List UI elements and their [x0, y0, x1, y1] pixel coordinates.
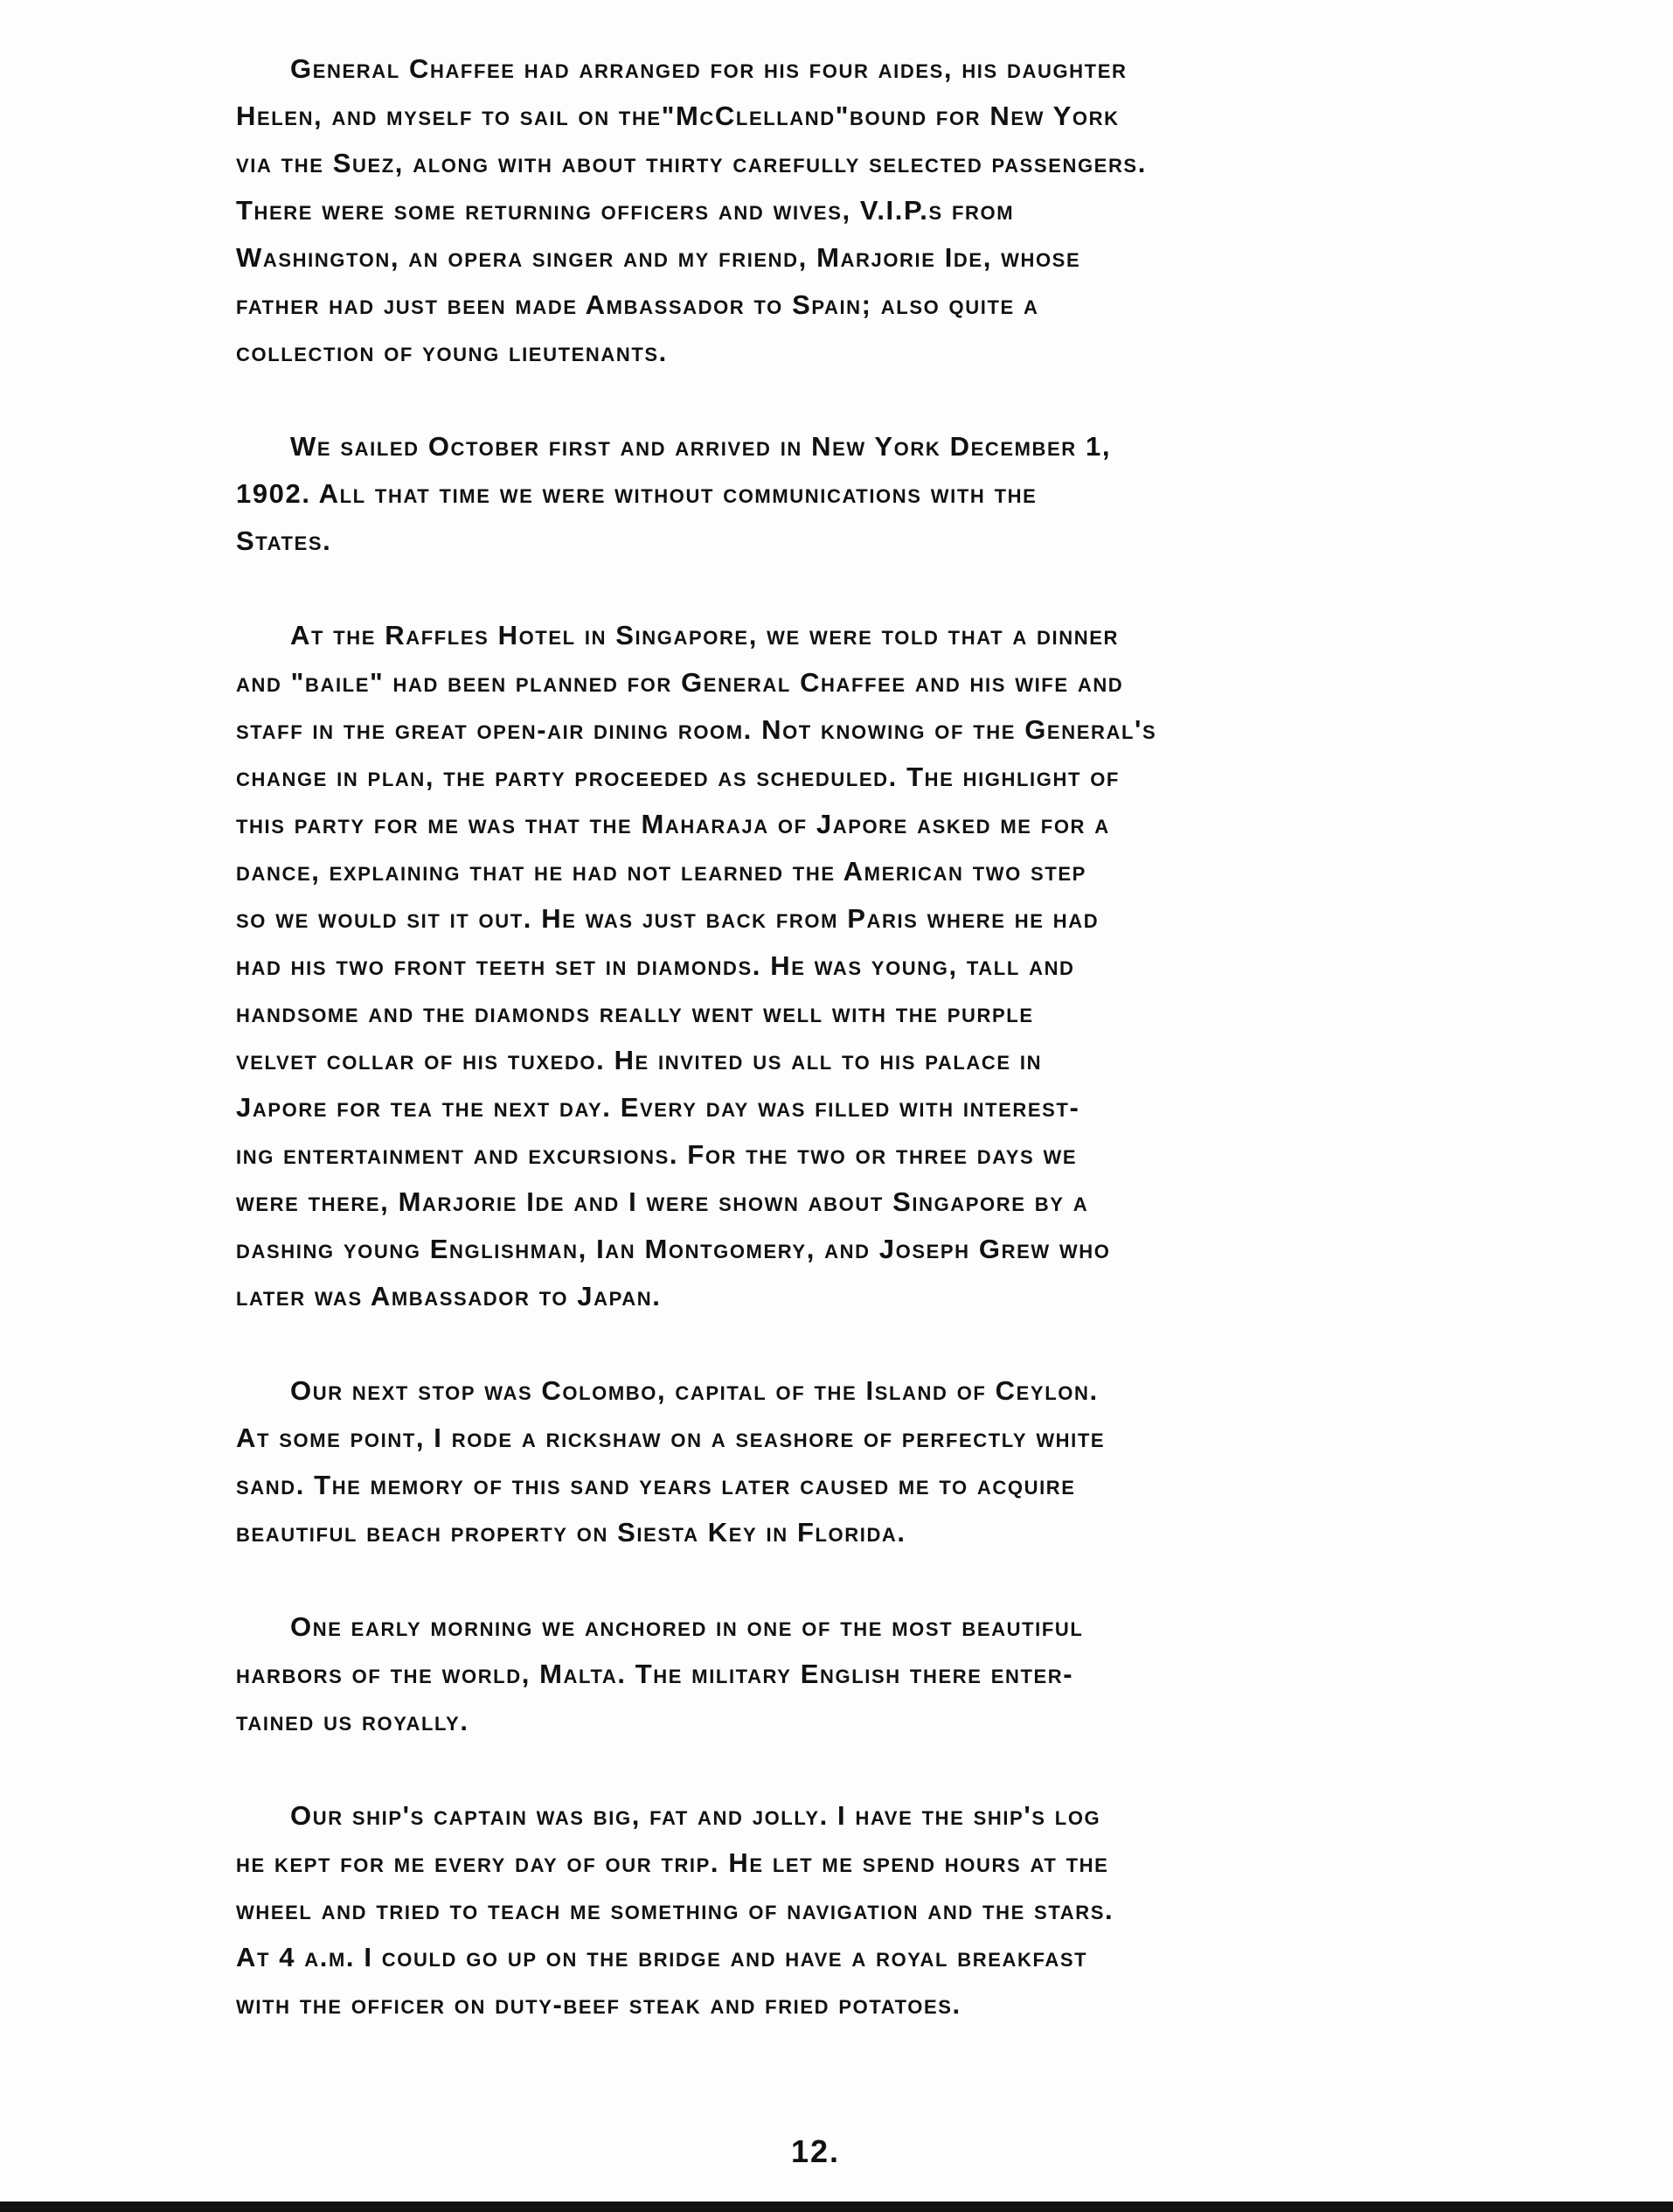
text-line: dashing young Englishman, Ian Montgomery, and Joseph Grew who	[236, 1234, 1111, 1264]
text-line: Washington, an opera singer and my friend, Marjorie Ide, whose	[236, 242, 1081, 273]
paragraph-captain	[236, 1792, 1652, 2028]
text-line: dance, explaining that he had not learned the American two step	[236, 856, 1086, 887]
text-line: collection of young lieutenants.	[236, 337, 668, 367]
text-line: States.	[236, 525, 332, 556]
paragraph-singapore	[236, 612, 1652, 1320]
paragraph-malta	[236, 1603, 1652, 1745]
paragraph-departure	[236, 45, 1652, 376]
text-line: handsome and the diamonds really went well with the purple	[236, 998, 1034, 1028]
text-line: wheel and tried to teach me something of navigation and the stars.	[236, 1895, 1114, 1925]
body-text	[236, 45, 1652, 2028]
text-line: We sailed October first and arrived in New York December 1,	[290, 431, 1112, 462]
paragraph-sailing-dates	[236, 423, 1652, 565]
text-line: There were some returning officers and wives, V.I.P.s from	[236, 195, 1015, 226]
text-line: this party for me was that the Maharaja of Japore asked me for a	[236, 809, 1110, 839]
text-line: At the Raffles Hotel in Singapore, we were told that a dinner	[290, 620, 1119, 650]
text-line: Our next stop was Colombo, capital of the Island of Ceylon.	[290, 1375, 1099, 1406]
text-line: Japore for tea the next day. Every day was filled with interest-	[236, 1092, 1080, 1123]
paragraph-gap	[236, 1320, 1652, 1367]
text-line: beautiful beach property on Siesta Key in Florida.	[236, 1517, 906, 1548]
page-number: 12.	[791, 2133, 841, 2169]
text-line: sand. The memory of this sand years later caused me to acquire	[236, 1470, 1076, 1500]
text-line: later was Ambassador to Japan.	[236, 1281, 662, 1311]
text-line: velvet collar of his tuxedo. He invited us all to his palace in	[236, 1045, 1043, 1075]
text-line: had his two front teeth set in diamonds. He was young, tall and	[236, 950, 1075, 981]
text-line: and "baile" had been planned for General Chaffee and his wife and	[236, 667, 1124, 698]
text-line: One early morning we anchored in one of the most beautiful	[290, 1611, 1084, 1642]
text-line: so we would sit it out. He was just back from Paris where he had	[236, 903, 1100, 934]
text-line: At 4 a.m. I could go up on the bridge and have a royal breakfast	[236, 1942, 1088, 1972]
text-line: ing entertainment and excursions. For the two or three days we	[236, 1139, 1078, 1170]
text-line: 1902. All that time we were without communications with the	[236, 478, 1038, 509]
paragraph-colombo	[236, 1367, 1652, 1556]
paragraph-gap	[236, 376, 1652, 423]
text-line: were there, Marjorie Ide and I were shown about Singapore by a	[236, 1186, 1089, 1217]
paragraph-gap	[236, 1745, 1652, 1792]
scan-edge-border	[0, 2202, 1673, 2212]
text-line: with the officer on duty-beef steak and fried potatoes.	[236, 1989, 961, 2020]
paragraph-gap	[236, 565, 1652, 612]
text-line: tained us royally.	[236, 1706, 469, 1736]
text-line: At some point, I rode a rickshaw on a seashore of perfectly white	[236, 1422, 1106, 1453]
text-line: harbors of the world, Malta. The military English there enter-	[236, 1659, 1074, 1689]
text-line: father had just been made Ambassador to Spain; also quite a	[236, 289, 1039, 320]
text-line: change in plan, the party proceeded as scheduled. The highlight of	[236, 762, 1120, 792]
text-line: Helen, and myself to sail on the"McClelland"bound for New York	[236, 101, 1120, 131]
paragraph-gap	[236, 1556, 1652, 1603]
text-line: via the Suez, along with about thirty carefully selected passengers.	[236, 148, 1147, 178]
text-line: Our ship's captain was big, fat and jolly. I have the ship's log	[290, 1800, 1101, 1831]
text-line: he kept for me every day of our trip. He let me spend hours at the	[236, 1847, 1109, 1878]
text-line: staff in the great open-air dining room. Not knowing of the General's	[236, 714, 1157, 745]
text-line: General Chaffee had arranged for his four aides, his daughter	[290, 53, 1128, 84]
